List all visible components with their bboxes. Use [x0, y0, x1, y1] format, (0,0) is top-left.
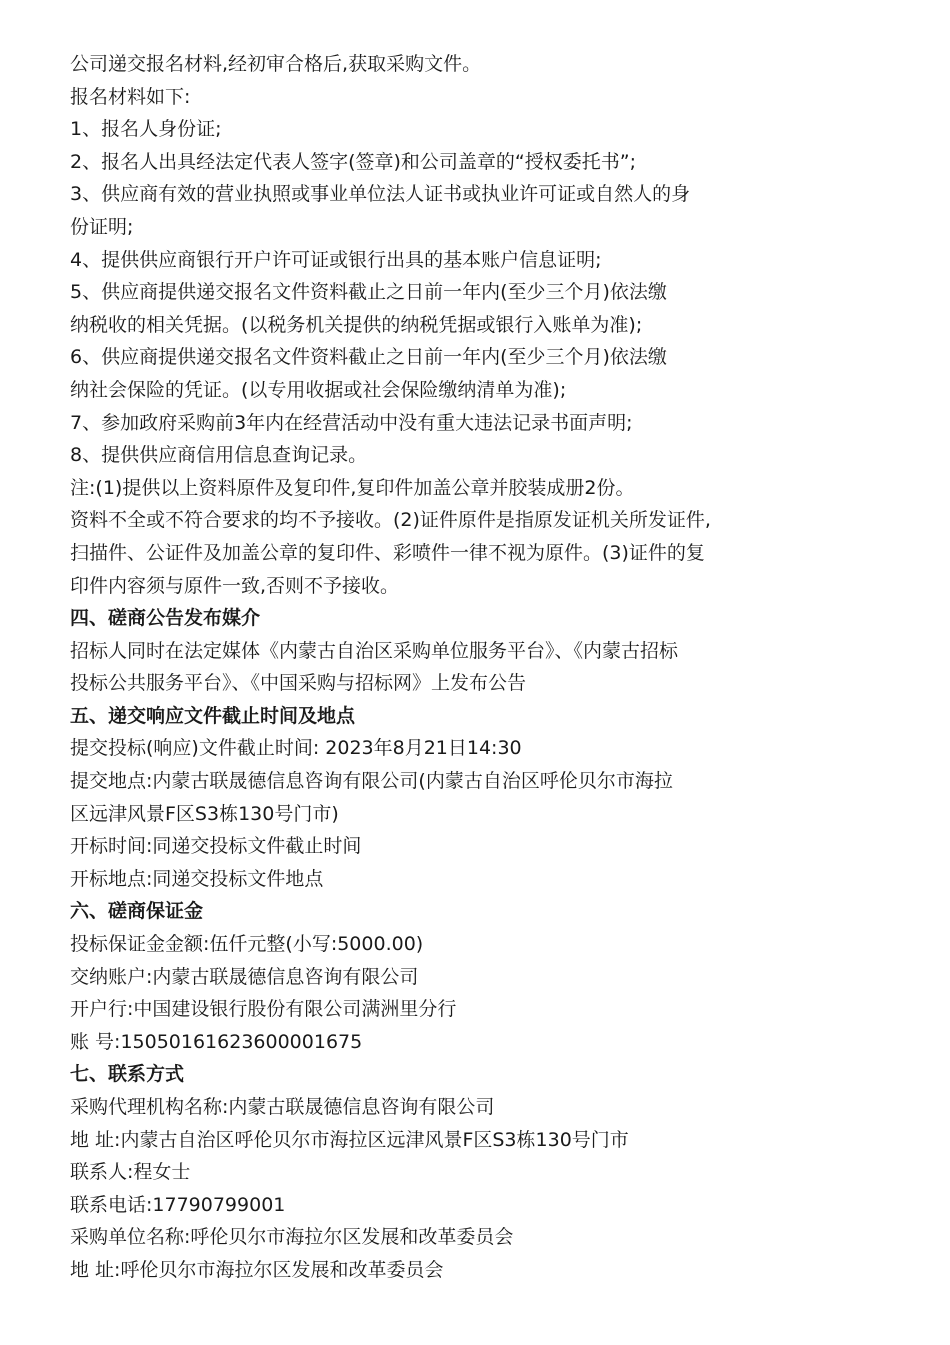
- list-item: 6、供应商提供递交报名文件资料截止之日前一年内(至少三个月)依法缴: [70, 346, 667, 369]
- list-item: 7、参加政府采购前3年内在经营活动中没有重大违法记录书面声明;: [70, 411, 633, 434]
- section-heading-deposit: 六、磋商保证金: [70, 900, 204, 923]
- text-line: 投标保证金金额:伍仟元整(小写:5000.00): [70, 933, 424, 956]
- text-line: 地 址:内蒙古自治区呼伦贝尔市海拉区远津风景F区S3栋130号门市: [70, 1128, 629, 1151]
- section-heading-contact: 七、联系方式: [70, 1063, 185, 1086]
- list-item-continued: 纳社会保险的凭证。(以专用收据或社会保险缴纳清单为准);: [70, 378, 567, 401]
- text-line: 提交地点:内蒙古联晟德信息咨询有限公司(内蒙古自治区呼伦贝尔市海拉: [70, 770, 673, 793]
- text-line: 投标公共服务平台》、《中国采购与招标网》上发布公告: [70, 672, 527, 695]
- text-line: 报名材料如下:: [70, 85, 191, 108]
- text-line: 区远津风景F区S3栋130号门市): [70, 802, 339, 825]
- section-heading-media: 四、磋商公告发布媒介: [70, 607, 261, 630]
- text-line: 采购单位名称:呼伦贝尔市海拉尔区发展和改革委员会: [70, 1226, 514, 1249]
- list-item-continued: 纳税收的相关凭据。(以税务机关提供的纳税凭据或银行入账单为准);: [70, 313, 643, 336]
- text-line: 开标地点:同递交投标文件地点: [70, 867, 324, 890]
- list-item: 8、提供供应商信用信息查询记录。: [70, 444, 368, 467]
- text-line: 联系电话:17790799001: [70, 1193, 286, 1216]
- text-line: 账 号:15050161623600001675: [70, 1030, 363, 1053]
- text-line: 联系人:程女士: [70, 1161, 191, 1184]
- text-line: 地 址:呼伦贝尔市海拉尔区发展和改革委员会: [70, 1258, 444, 1281]
- list-item: 1、报名人身份证;: [70, 118, 222, 141]
- text-line: 提交投标(响应)文件截止时间: 2023年8月21日14:30: [70, 737, 522, 760]
- list-item: 2、报名人出具经法定代表人签字(签章)和公司盖章的“授权委托书”;: [70, 150, 637, 173]
- list-item-continued: 份证明;: [70, 215, 134, 238]
- text-line: 公司递交报名材料,经初审合格后,获取采购文件。: [70, 53, 482, 75]
- list-item: 3、供应商有效的营业执照或事业单位法人证书或执业许可证或自然人的身: [70, 183, 691, 206]
- text-line: 交纳账户:内蒙古联晟德信息咨询有限公司: [70, 965, 419, 988]
- text-line: 开标时间:同递交投标文件截止时间: [70, 835, 362, 858]
- text-line: 招标人同时在法定媒体《内蒙古自治区采购单位服务平台》、《内蒙古招标: [70, 639, 679, 662]
- list-item: 5、供应商提供递交报名文件资料截止之日前一年内(至少三个月)依法缴: [70, 281, 667, 304]
- section-heading-deadline: 五、递交响应文件截止时间及地点: [70, 704, 356, 727]
- note-line: 印件内容须与原件一致,否则不予接收。: [70, 574, 400, 597]
- note-line: 资料不全或不符合要求的均不予接收。(2)证件原件是指原发证机关所发证件,: [70, 509, 711, 532]
- text-line: 采购代理机构名称:内蒙古联晟德信息咨询有限公司: [70, 1096, 495, 1118]
- document-page: [70, 48, 890, 1287]
- list-item: 4、提供供应商银行开户许可证或银行出具的基本账户信息证明;: [70, 248, 602, 271]
- note-line: 注:(1)提供以上资料原件及复印件,复印件加盖公章并胶装成册2份。: [70, 476, 635, 499]
- note-line: 扫描件、公证件及加盖公章的复印件、彩喷件一律不视为原件。(3)证件的复: [70, 541, 705, 564]
- text-line: 开户行:中国建设银行股份有限公司满洲里分行: [70, 998, 457, 1021]
